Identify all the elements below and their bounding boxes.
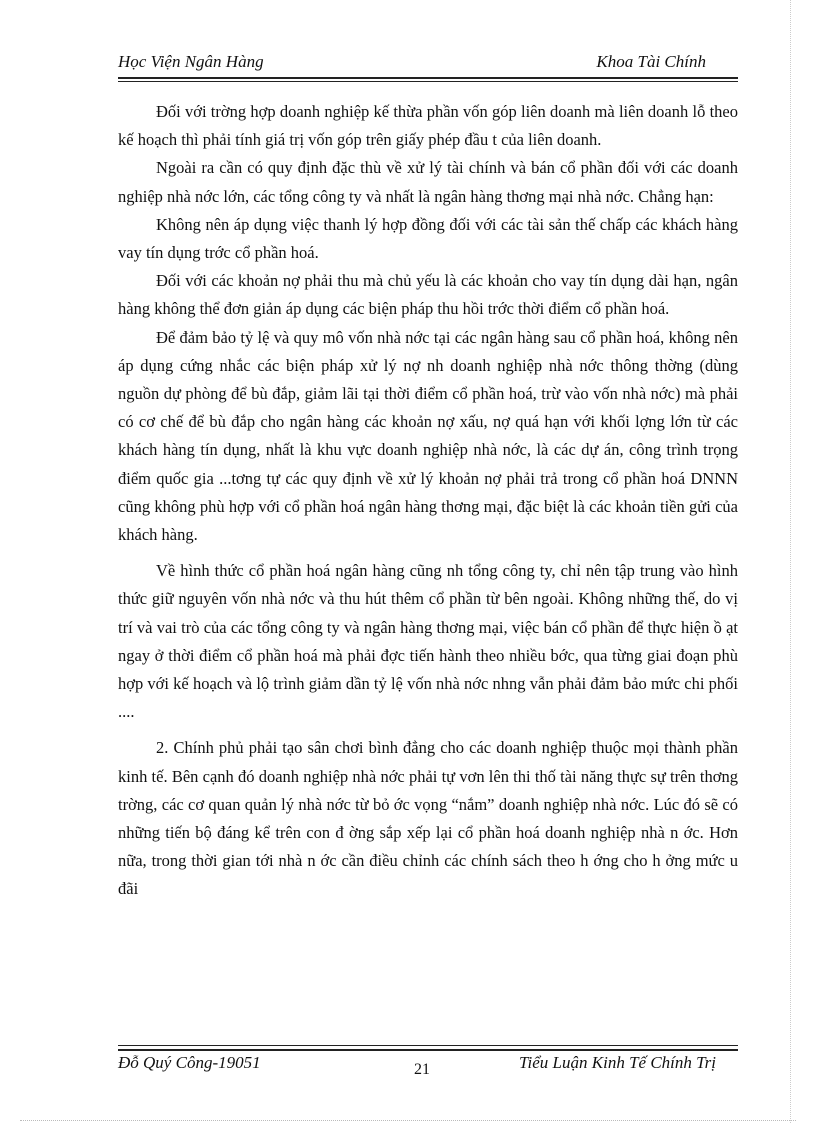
header-department: Khoa Tài Chính	[596, 52, 706, 71]
page-border-dotted	[20, 1120, 796, 1121]
page-number: 21	[414, 1061, 430, 1078]
body-paragraph: Để đảm bảo tỷ lệ và quy mô vốn nhà nớc tại các ngân hàng sau cổ phần hoá, không nên áp dụng cứng nhắc các biện pháp xử lý nợ nh doanh nghiệp nhà nớc thông thờng (dùng nguồn dự phòng để bù đắp, giảm lãi tại thời điểm cổ phần hoá, trừ vào vốn nhà nớc) mà phải có cơ chế để bù đắp cho ngân hàng các khoản nợ xấu, nợ quá hạn với khối lợng lớn từ các khách hàng tín dụng, nhất là khu vực doanh nghiệp nhà nớc, là các dự án, công trình trọng điểm quốc gia ...tơng tự các quy định về xử lý khoản nợ phải trả trong cổ phần hoá DNNN cũng không phù hợp với cổ phần hoá ngân hàng thơng mại, đặc biệt là các khoản tiền gửi của khách hàng.	[118, 327, 738, 545]
body-paragraph: 2. Chính phủ phải tạo sân chơi bình đẳng cho các doanh nghiệp thuộc mọi thành phần kinh tế. Bên cạnh đó doanh nghiệp nhà nớc phải tự vơn lên thi thố tài năng thực sự trên thơng trờng, các cơ quan quản lý nhà nớc từ bỏ ớc vọng “nắm” doanh nghiệp nhà nớc. Lúc đó sẽ có những tiến bộ đáng kể trên con đ ờng sắp xếp lại cổ phần hoá doanh nghiệp nhà n ớc. Hơn nữa, trong thời gian tới nhà n ớc cần điều chỉnh các chính sách theo h ớng cho h ởng mức u đãi	[118, 738, 738, 899]
header-rule-thick	[118, 77, 738, 79]
body-paragraph: Không nên áp dụng việc thanh lý hợp đồng đối với các tài sản thế chấp các khách hàng vay tín dụng trớc cổ phần hoá.	[118, 214, 738, 263]
footer-title: Tiểu Luận Kinh Tế Chính Trị	[519, 1053, 716, 1072]
body-paragraph: Ngoài ra cần có quy định đặc thù về xử lý tài chính và bán cổ phần đối với các doanh nghiệp nhà nớc lớn, các tổng công ty và nhất là ngân hàng thơng mại nhà nớc. Chẳng hạn:	[118, 158, 738, 206]
body-paragraph: Đối với các khoản nợ phải thu mà chủ yếu là các khoản cho vay tín dụng dài hạn, ngân hàng không thể đơn giản áp dụng các biện pháp thu hồi trớc thời điểm cổ phần hoá.	[118, 271, 738, 319]
page-border-dotted-vertical	[790, 0, 791, 1123]
footer-author: Đỗ Quý Công-19051	[118, 1053, 261, 1072]
body-paragraph: Đối với trờng hợp doanh nghiệp kế thừa phần vốn góp liên doanh mà liên doanh lỗ theo kế hoạch thì phải tính giá trị vốn góp trên giấy phép đầu t của liên doanh.	[118, 102, 738, 150]
page-footer	[118, 1053, 738, 1083]
body-paragraph: Về hình thức cổ phần hoá ngân hàng cũng nh tổng công ty, chỉ nên tập trung vào hình thức giữ nguyên vốn nhà nớc và thu hút thêm cổ phần từ bên ngoài. Không những thế, do vị trí và vai trò của các tổng công ty và ngân hàng thơng mại, việc bán cổ phần để thực hiện ồ ạt ngay ở thời điểm cổ phần hoá mà phải đợc tiến hành theo nhiều bớc, qua từng giai đoạn phù hợp với kế hoạch và lộ trình giảm dần tỷ lệ vốn nhà nớc nhng vẫn phải đảm bảo mức chi phối ....	[118, 561, 738, 722]
footer-rule-thick	[118, 1049, 738, 1051]
document-body	[118, 98, 738, 904]
header-rule-thin	[118, 81, 738, 82]
footer-rule-thin	[118, 1045, 738, 1046]
page-header	[118, 52, 736, 76]
header-institution: Học Viện Ngân Hàng	[118, 52, 264, 71]
